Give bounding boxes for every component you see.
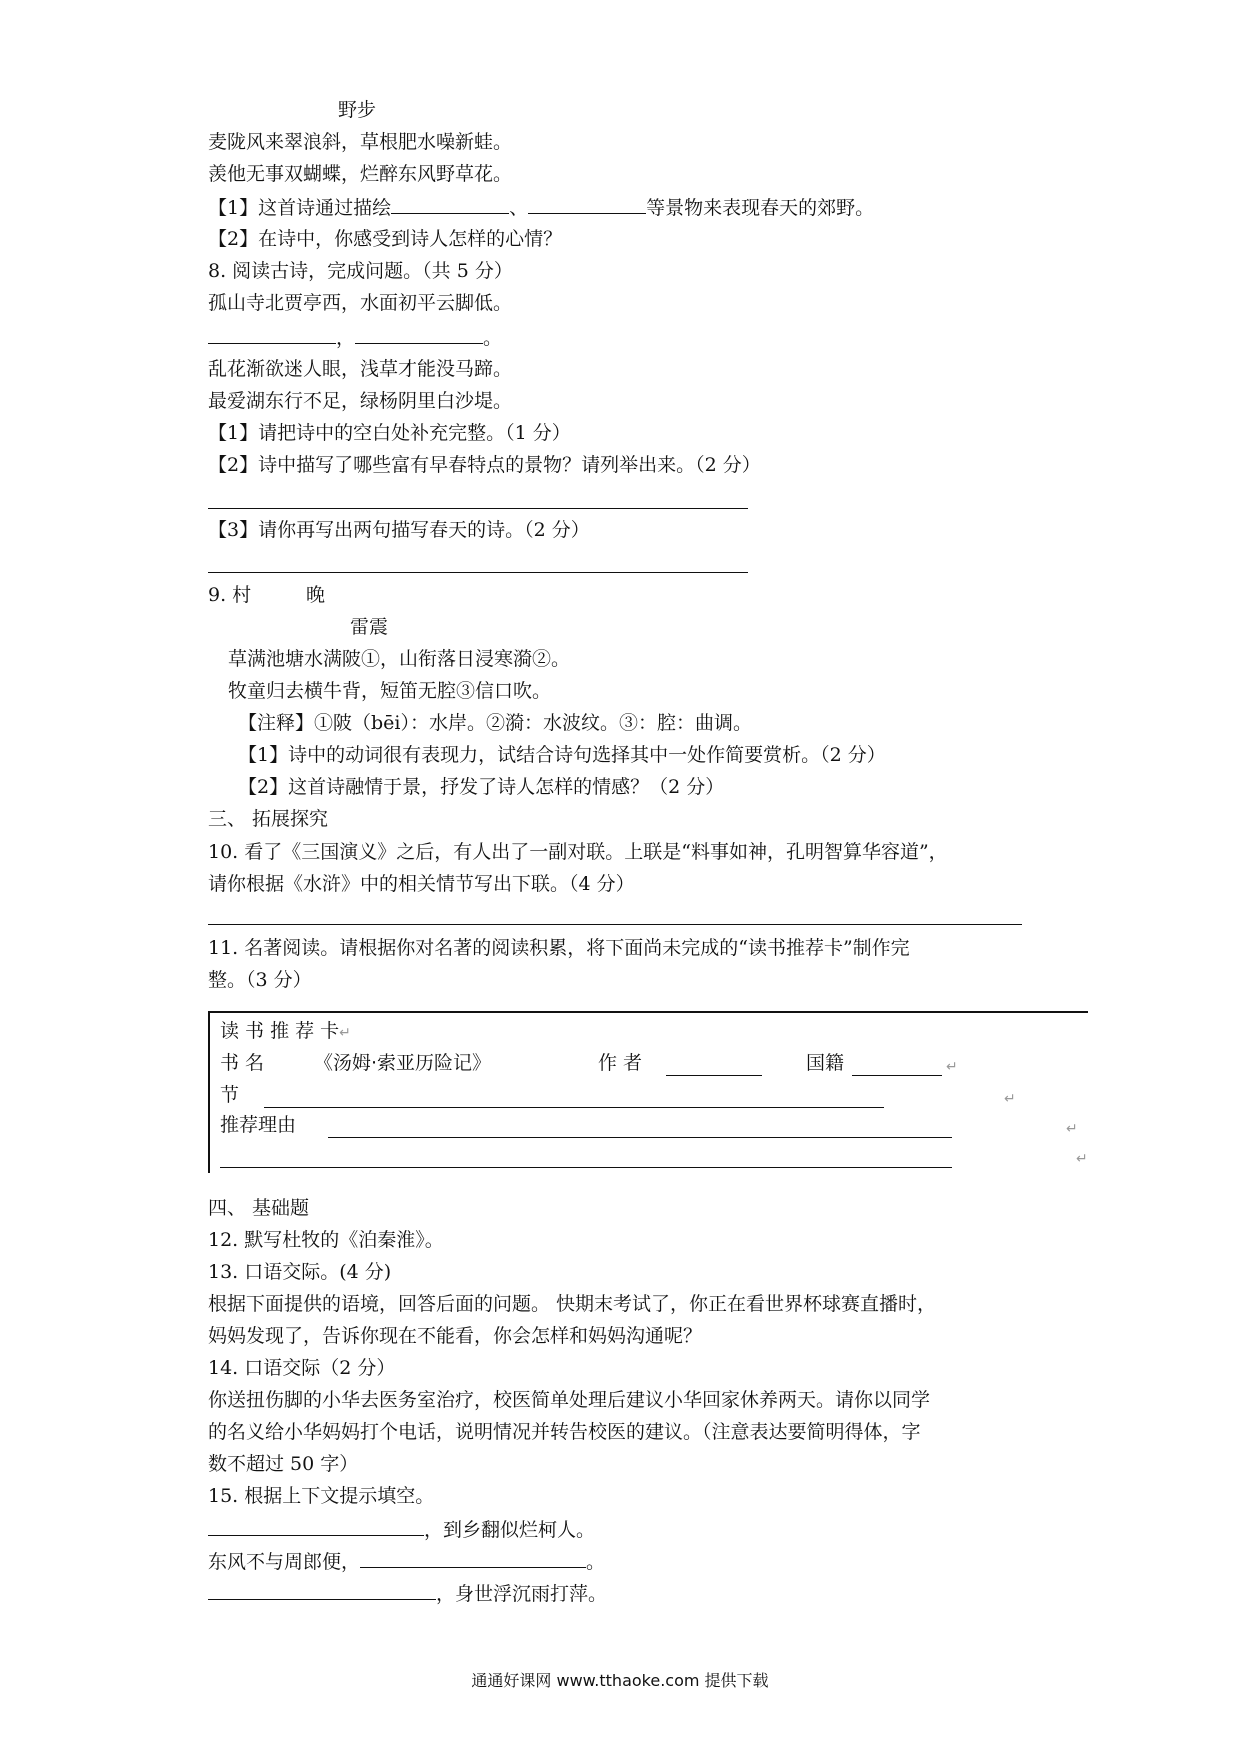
return-mark: ↵ xyxy=(946,1059,958,1075)
question-header: 14. 口语交际（2 分） xyxy=(208,1357,396,1379)
answer-blank[interactable] xyxy=(360,1549,586,1568)
poem-line: 牧童归去横牛背，短笛无腔③信口吹。 xyxy=(228,680,552,702)
question-text: 妈妈发现了，告诉你现在不能看，你会怎样和妈妈沟通呢？ xyxy=(208,1325,703,1347)
poem-title: 野步 xyxy=(338,99,377,121)
section-heading: 三、 拓展探究 xyxy=(208,808,329,830)
poem-line: 麦陇风来翠浪斜，草根肥水噪新蛙。 xyxy=(208,131,513,153)
poem-line: 孤山寺北贾亭西，水面初平云脚低。 xyxy=(208,292,513,314)
return-mark: ↵ xyxy=(1076,1151,1088,1167)
fill-blank-line: 东风不与周郎便， 。 xyxy=(208,1551,606,1573)
chapter-field[interactable] xyxy=(264,1089,884,1108)
question-2: 【2】在诗中，你感受到诗人怎样的心情？ xyxy=(208,228,563,250)
question-text: 10. 看了《三国演义》之后，有人出了一副对联。上联是“料事如神，孔明智算华容道”， xyxy=(208,841,948,863)
poem-line: 草满池塘水满陂①，山衔落日浸寒漪②。 xyxy=(228,648,571,670)
return-mark: ↵ xyxy=(1066,1121,1078,1137)
answer-line[interactable] xyxy=(208,508,748,509)
question-header: 15. 根据上下文提示填空。 xyxy=(208,1485,435,1507)
card-book-name: 《汤姆·索亚历险记》 xyxy=(314,1052,492,1074)
question-header: 13. 口语交际。(4 分) xyxy=(208,1261,392,1283)
question-text: 整。（3 分） xyxy=(208,969,312,991)
answer-blank[interactable] xyxy=(208,1517,424,1536)
poem-line: 羡他无事双蝴蝶，烂醉东风野草花。 xyxy=(208,163,513,185)
answer-blank[interactable] xyxy=(208,1581,436,1600)
sub-question: 【1】请把诗中的空白处补充完整。（1 分） xyxy=(208,422,571,444)
fill-blank-line: ，到乡翻似烂柯人。 xyxy=(208,1517,595,1542)
sub-question: 【2】诗中描写了哪些富有早春特点的景物？请列举出来。（2 分） xyxy=(208,454,761,476)
question-text: 11. 名著阅读。请根据你对名著的阅读积累，将下面尚未完成的“读书推荐卡”制作完 xyxy=(208,937,910,959)
card-top-border xyxy=(208,1011,1088,1013)
answer-blank[interactable] xyxy=(528,195,646,214)
reason-field-2[interactable] xyxy=(220,1149,952,1168)
card-left-border xyxy=(208,1011,210,1173)
author-field[interactable] xyxy=(666,1057,762,1076)
recommendation-card xyxy=(208,1011,1088,1173)
nation-field[interactable] xyxy=(852,1057,942,1076)
poem-notes: 【注释】①陂（bēi）：水岸。②漪：水波纹。③：腔：曲调。 xyxy=(238,712,752,734)
card-reason-label: 推荐理由 xyxy=(220,1114,297,1136)
sub-question: 【3】请你再写出两句描写春天的诗。（2 分） xyxy=(208,519,590,541)
fill-blank-line: ，身世浮沉雨打萍。 xyxy=(208,1581,607,1606)
answer-blank[interactable] xyxy=(391,195,509,214)
reason-field[interactable] xyxy=(328,1119,952,1138)
question-text: 根据下面提供的语境，回答后面的问题。 快期末考试了，你正在看世界杯球赛直播时， xyxy=(208,1293,937,1315)
answer-line[interactable] xyxy=(208,572,748,573)
card-title: 读 书 推 荐 卡↵ xyxy=(220,1020,351,1042)
card-author-label: 作 者 xyxy=(598,1052,643,1074)
question-1: 【1】这首诗通过描绘 、 等景物来表现春天的郊野。 xyxy=(208,197,875,219)
question-text: 请你根据《水浒》中的相关情节写出下联。（4 分） xyxy=(208,873,635,895)
card-nation-label: 国籍 xyxy=(806,1052,845,1074)
poem-line: 最爱湖东行不足，绿杨阴里白沙堤。 xyxy=(208,390,513,412)
answer-blank[interactable] xyxy=(355,325,483,344)
question-header: 8. 阅读古诗，完成问题。（共 5 分） xyxy=(208,260,513,282)
return-mark: ↵ xyxy=(1004,1091,1016,1107)
question-number: 9. 村 xyxy=(208,584,252,606)
section-heading: 四、 基础题 xyxy=(208,1197,310,1219)
poem-title-char: 晚 xyxy=(306,584,326,606)
sub-question: 【2】这首诗融情于景，抒发了诗人怎样的情感？（2 分） xyxy=(238,776,725,798)
question-text: 数不超过 50 字） xyxy=(208,1453,359,1475)
card-chapter-label: 节 xyxy=(220,1084,240,1106)
sub-question: 【1】诗中的动词很有表现力，试结合诗句选择其中一处作简要赏析。（2 分） xyxy=(238,744,886,766)
answer-line[interactable] xyxy=(208,924,1022,925)
poem-line: 乱花渐欲迷人眼，浅草才能没马蹄。 xyxy=(208,358,513,380)
question-text: 12. 默写杜牧的《泊秦淮》。 xyxy=(208,1229,444,1251)
poem-author: 雷震 xyxy=(350,616,389,638)
footer-credit: 通通好课网 www.tthaoke.com 提供下载 xyxy=(471,1671,769,1690)
card-book-label: 书 名 xyxy=(220,1052,265,1074)
question-text: 你送扭伤脚的小华去医务室治疗，校医简单处理后建议小华回家休养两天。请你以同学 xyxy=(208,1389,931,1411)
answer-blank[interactable] xyxy=(208,325,336,344)
fill-blank-line: ， 。 xyxy=(208,325,502,350)
question-text: 的名义给小华妈妈打个电话，说明情况并转告校医的建议。（注意表达要简明得体，字 xyxy=(208,1421,921,1443)
